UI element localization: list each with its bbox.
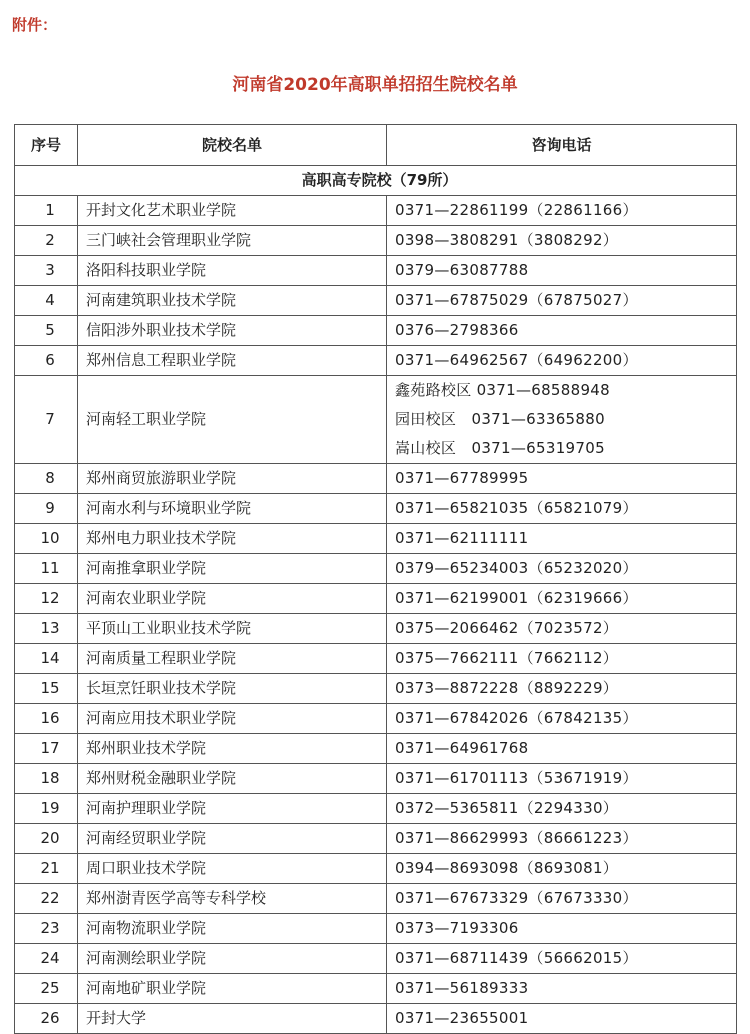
header-number: 序号 (15, 125, 78, 166)
phone-number: 0371—65821035（65821079） (395, 499, 638, 517)
row-number: 14 (15, 644, 78, 674)
attachment-label: 附件： (12, 16, 58, 34)
school-phone (387, 524, 737, 554)
school-name: 河南经贸职业学院 (78, 824, 387, 854)
row-number: 23 (15, 914, 78, 944)
table-row (15, 914, 737, 944)
row-number: 26 (15, 1004, 78, 1034)
table-row (15, 376, 737, 464)
school-phone (387, 614, 737, 644)
phone-number: 0375—2066462（7023572） (395, 619, 619, 637)
table-row (15, 256, 737, 286)
table-row (15, 226, 737, 256)
row-number: 17 (15, 734, 78, 764)
school-phone (387, 884, 737, 914)
row-number: 20 (15, 824, 78, 854)
school-phone (387, 554, 737, 584)
school-phone (387, 1004, 737, 1034)
phone-number: 0371—64962567（64962200） (395, 351, 638, 369)
row-number: 22 (15, 884, 78, 914)
row-number: 6 (15, 346, 78, 376)
row-number: 25 (15, 974, 78, 1004)
phone-number: 鑫苑路校区 0371—68588948 (395, 381, 610, 399)
school-phone (387, 644, 737, 674)
phone-number: 0371—56189333 (395, 979, 529, 997)
school-phone (387, 974, 737, 1004)
phone-number: 0371—68711439（56662015） (395, 949, 638, 967)
row-number: 5 (15, 316, 78, 346)
row-number: 11 (15, 554, 78, 584)
table-row (15, 614, 737, 644)
school-name: 郑州电力职业技术学院 (78, 524, 387, 554)
school-phone (387, 764, 737, 794)
school-phone (387, 316, 737, 346)
document-title: 河南省2020年高职单招招生院校名单 (232, 75, 518, 95)
school-phone (387, 196, 737, 226)
row-number: 19 (15, 794, 78, 824)
table-row (15, 494, 737, 524)
school-phone (387, 914, 737, 944)
school-phone (387, 674, 737, 704)
row-number: 1 (15, 196, 78, 226)
school-phone (387, 346, 737, 376)
school-name: 长垣烹饪职业技术学院 (78, 674, 387, 704)
school-name: 河南农业职业学院 (78, 584, 387, 614)
table-row (15, 854, 737, 884)
phone-number: 0394—8693098（8693081） (395, 859, 619, 877)
table-row (15, 524, 737, 554)
table-row (15, 346, 737, 376)
phone-number: 嵩山校区 0371—65319705 (395, 439, 605, 457)
row-number: 2 (15, 226, 78, 256)
row-number: 10 (15, 524, 78, 554)
table-row (15, 674, 737, 704)
table-row (15, 884, 737, 914)
school-name: 平顶山工业职业技术学院 (78, 614, 387, 644)
phone-number: 0379—65234003（65232020） (395, 559, 638, 577)
school-phone (387, 794, 737, 824)
school-name: 河南应用技术职业学院 (78, 704, 387, 734)
row-number: 4 (15, 286, 78, 316)
row-number: 16 (15, 704, 78, 734)
phone-number: 0372—5365811（2294330） (395, 799, 619, 817)
school-name: 河南地矿职业学院 (78, 974, 387, 1004)
phone-number: 0398—3808291（3808292） (395, 231, 619, 249)
school-phone (387, 376, 737, 464)
school-name: 郑州商贸旅游职业学院 (78, 464, 387, 494)
phone-number: 0371—86629993（86661223） (395, 829, 638, 847)
phone-number: 0371—67875029（67875027） (395, 291, 638, 309)
row-number: 13 (15, 614, 78, 644)
school-name: 郑州职业技术学院 (78, 734, 387, 764)
phone-number: 0371—23655001 (395, 1009, 529, 1027)
school-phone (387, 584, 737, 614)
school-phone (387, 494, 737, 524)
school-name: 三门峡社会管理职业学院 (78, 226, 387, 256)
row-number: 18 (15, 764, 78, 794)
school-name: 郑州信息工程职业学院 (78, 346, 387, 376)
row-number: 24 (15, 944, 78, 974)
table-row (15, 554, 737, 584)
phone-number: 0371—61701113（53671919） (395, 769, 638, 787)
row-number: 8 (15, 464, 78, 494)
phone-number: 0376—2798366 (395, 321, 519, 339)
school-name: 河南建筑职业技术学院 (78, 286, 387, 316)
section-title: 高职高专院校（79所） (15, 166, 737, 196)
school-phone (387, 286, 737, 316)
school-name: 河南测绘职业学院 (78, 944, 387, 974)
table-header-row (15, 125, 737, 166)
table-row (15, 974, 737, 1004)
school-name: 河南物流职业学院 (78, 914, 387, 944)
table-row (15, 464, 737, 494)
school-name: 河南推拿职业学院 (78, 554, 387, 584)
phone-number: 0371—67789995 (395, 469, 529, 487)
phone-number: 0373—8872228（8892229） (395, 679, 619, 697)
table-row (15, 196, 737, 226)
school-name: 洛阳科技职业学院 (78, 256, 387, 286)
table-row (15, 734, 737, 764)
school-name: 河南轻工职业学院 (78, 376, 387, 464)
schools-table (14, 124, 737, 1034)
school-name: 郑州财税金融职业学院 (78, 764, 387, 794)
phone-number: 园田校区 0371—63365880 (395, 410, 605, 428)
row-number: 15 (15, 674, 78, 704)
phone-number: 0371—22861199（22861166） (395, 201, 638, 219)
header-school: 院校名单 (78, 125, 387, 166)
school-name: 河南护理职业学院 (78, 794, 387, 824)
school-name: 郑州澍青医学高等专科学校 (78, 884, 387, 914)
school-name: 周口职业技术学院 (78, 854, 387, 884)
school-phone (387, 734, 737, 764)
phone-number: 0371—62199001（62319666） (395, 589, 638, 607)
table-row (15, 1004, 737, 1034)
table-row (15, 944, 737, 974)
header-phone: 咨询电话 (387, 125, 737, 166)
phone-number: 0371—67673329（67673330） (395, 889, 638, 907)
school-phone (387, 704, 737, 734)
section-row (15, 166, 737, 196)
phone-number: 0379—63087788 (395, 261, 529, 279)
phone-number: 0371—64961768 (395, 739, 529, 757)
table-row (15, 794, 737, 824)
phone-number: 0375—7662111（7662112） (395, 649, 619, 667)
table-row (15, 644, 737, 674)
table-row (15, 286, 737, 316)
school-phone (387, 824, 737, 854)
school-phone (387, 226, 737, 256)
row-number: 21 (15, 854, 78, 884)
school-phone (387, 944, 737, 974)
row-number: 7 (15, 376, 78, 464)
phone-number: 0373—7193306 (395, 919, 519, 937)
row-number: 12 (15, 584, 78, 614)
row-number: 3 (15, 256, 78, 286)
school-phone (387, 464, 737, 494)
school-name: 河南水利与环境职业学院 (78, 494, 387, 524)
school-phone (387, 854, 737, 884)
school-name: 开封文化艺术职业学院 (78, 196, 387, 226)
school-name: 开封大学 (78, 1004, 387, 1034)
phone-number: 0371—67842026（67842135） (395, 709, 638, 727)
table-body (15, 166, 737, 1034)
table-row (15, 764, 737, 794)
row-number: 9 (15, 494, 78, 524)
table-row (15, 704, 737, 734)
school-phone (387, 256, 737, 286)
school-name: 信阳涉外职业技术学院 (78, 316, 387, 346)
school-name: 河南质量工程职业学院 (78, 644, 387, 674)
table-row (15, 584, 737, 614)
table-row (15, 824, 737, 854)
table-row (15, 316, 737, 346)
phone-number: 0371—62111111 (395, 529, 529, 547)
